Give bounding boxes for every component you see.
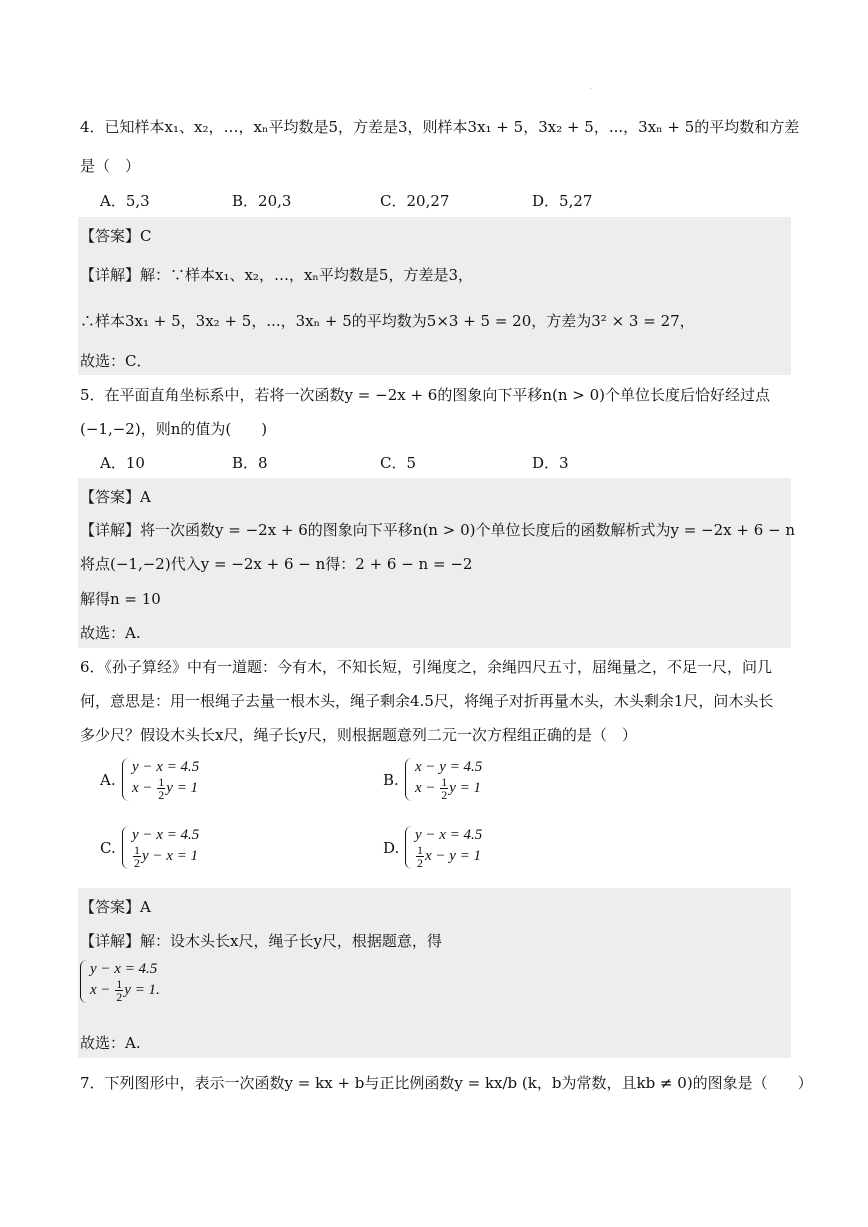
fraction-numerator: 1	[134, 843, 140, 857]
q6-option-c-row2-post: y − x = 1	[142, 847, 199, 864]
q4-answer-block	[78, 217, 791, 375]
fraction-denominator: 2	[158, 788, 165, 802]
q4-stem-line1: 4．已知样本x₁、x₂，…，xₙ平均数是5，方差是3，则样本3x₁ + 5，3x₂ + 5，...，3xₙ + 5的平均数和方差	[80, 118, 800, 136]
q6-option-d-row1: y − x = 4.5	[415, 827, 483, 843]
fraction-denominator: 2	[441, 788, 448, 802]
page-mark: ·	[590, 86, 592, 93]
q6-option-c	[100, 826, 199, 869]
q6-option-d	[383, 826, 482, 869]
q6-detail-row2-post: y = 1	[124, 981, 157, 998]
q6-option-a-system	[122, 758, 199, 801]
fraction-numerator: 1	[158, 775, 165, 789]
q5-detail-line4: 故选：A.	[80, 624, 141, 642]
q5-stem-line2: (−1,−2)，则n的值为( )	[80, 420, 268, 438]
q6-option-a	[100, 758, 199, 801]
q6-detail-row1: y − x = 4.5	[90, 961, 158, 977]
q6-detail-system-wrap	[80, 960, 160, 1003]
q5-stem-line1: 5．在平面直角坐标系中，若将一次函数y = −2x + 6的图象向下平移n(n > 0)个单位长度后恰好经过点	[80, 386, 771, 404]
q6-option-a-row2-pre: x −	[132, 779, 157, 796]
q6-detail-row2-pre: x −	[90, 981, 115, 998]
q6-detail-system	[80, 960, 160, 1003]
q6-stem-line2: 何，意思是：用一根绳子去量一根木头，绳子剩余4.5尺，将绳子对折再量木头，木头剩余1尺，问木头长	[80, 692, 774, 710]
q5-option-c: C．5	[380, 454, 417, 472]
q6-answer-block	[78, 888, 791, 1058]
fraction-numerator: 1	[441, 775, 448, 789]
q6-option-a-row2-post: y = 1	[166, 779, 199, 796]
q6-option-c-system	[122, 826, 199, 869]
q6-option-a-row1: y − x = 4.5	[132, 759, 200, 775]
q6-option-d-label: D.	[383, 838, 400, 857]
q4-option-a: A．5,3	[100, 192, 150, 210]
q6-option-a-label: A.	[100, 770, 116, 789]
q5-detail-line3: 解得n = 10	[80, 590, 161, 608]
q6-stem-line1: 6．《孙子算经》中有一道题：今有木，不知长短，引绳度之，余绳四尺五寸，屈绳量之，不足一尺，问几	[80, 658, 773, 676]
q4-stem-line2: 是（ ）	[80, 157, 141, 175]
q5-detail-line1: 【详解】将一次函数y = −2x + 6的图象向下平移n(n > 0)个单位长度后的函数解析式为y = −2x + 6 − n	[80, 521, 796, 539]
fraction-numerator: 1	[116, 977, 123, 991]
q5-option-a: A．10	[100, 454, 145, 472]
q6-option-b-row2-post: y = 1	[449, 779, 482, 796]
q6-option-b-row1: x − y = 4.5	[415, 759, 483, 775]
q5-detail-line2: 将点(−1,−2)代入y = −2x + 6 − n得：2 + 6 − n = −2	[80, 555, 473, 573]
q6-detail-line3: 故选：A.	[80, 1034, 141, 1052]
q6-detail-line1: 【详解】解：设木头长x尺，绳子长y尺，根据题意，得	[80, 932, 442, 950]
fraction-denominator: 2	[134, 856, 140, 870]
q6-stem-line3: 多少尺？假设木头长x尺，绳子长y尺，则根据题意列二元一次方程组正确的是（ ）	[80, 726, 637, 744]
fraction-numerator: 1	[417, 843, 423, 857]
q6-option-b-row2-pre: x −	[415, 779, 440, 796]
q6-option-b	[383, 758, 482, 801]
q6-option-c-label: C.	[100, 838, 116, 857]
q6-option-d-system	[405, 826, 482, 869]
q5-option-b: B．8	[232, 454, 268, 472]
q4-option-b: B．20,3	[232, 192, 292, 210]
q4-detail-line3: 故选：C．	[80, 352, 152, 370]
q6-option-d-row2-post: x − y = 1	[425, 847, 482, 864]
q4-detail-line1: 【详解】解：∵样本x₁、x₂，…，xₙ平均数是5，方差是3，	[80, 266, 473, 284]
q5-answer: 【答案】A	[80, 488, 151, 506]
q6-option-c-row1: y − x = 4.5	[132, 827, 200, 843]
q6-answer: 【答案】A	[80, 898, 151, 916]
q4-option-c: C．20,27	[380, 192, 450, 210]
q6-option-b-system	[405, 758, 482, 801]
q6-option-b-label: B.	[383, 770, 399, 789]
q4-option-d: D．5,27	[532, 192, 593, 210]
q4-detail-line2: ∴样本3x₁ + 5，3x₂ + 5，...，3xₙ + 5的平均数为5×3 + 5 = 20，方差为3² × 3 = 27，	[80, 312, 695, 330]
q7-stem: 7．下列图形中，表示一次函数y = kx + b与正比例函数y = kx/b (k，b为常数，且kb ≠ 0)的图象是（ ）	[80, 1074, 813, 1092]
q4-answer: 【答案】C	[80, 227, 152, 245]
q6-detail-period: .	[156, 981, 160, 998]
q5-option-d: D．3	[532, 454, 569, 472]
fraction-denominator: 2	[116, 990, 123, 1004]
fraction-denominator: 2	[417, 856, 423, 870]
